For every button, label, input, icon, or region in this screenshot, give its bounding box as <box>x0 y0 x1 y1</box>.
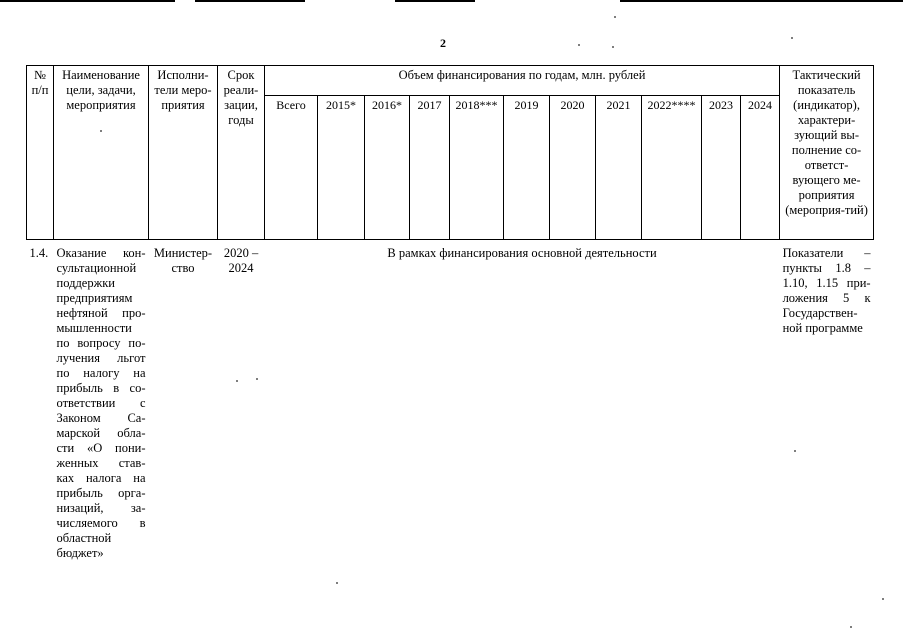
col-header-indicator: Тактический показатель (индикатор), характери-зующий вы-полнение со-ответст-вующего ме-роприятия (мероприя-тий) <box>780 66 874 240</box>
row-name: Оказание кон-сультационной поддержки предприятиям нефтяной про-мышленности по вопросу по-лучения льгот по налогу на прибыль в со-ответствии с Законом Са-марской обла-сти «О пони-женных став-ках налога на прибыль орга-низаций, за-числяемого в областной бюджет» <box>56 246 146 560</box>
scan-speck <box>882 598 884 600</box>
scan-speck <box>256 378 258 380</box>
scan-speck <box>614 16 616 18</box>
col-header-executors: Исполни-тели меро-приятия <box>149 66 218 240</box>
scan-speck <box>100 130 102 132</box>
row-period: 2020 – 2024 <box>223 246 259 275</box>
page-number: 2 <box>440 36 446 50</box>
header-row <box>27 66 874 96</box>
row-funding-note: В рамках финансирования основной деятельности <box>387 246 657 260</box>
year-col-header: 2018*** <box>450 96 504 240</box>
year-col-header: 2022**** <box>642 96 702 240</box>
year-col-header: 2017 <box>410 96 450 240</box>
scan-speck <box>791 37 793 39</box>
year-col-header: 2021 <box>596 96 642 240</box>
year-col-header: 2016* <box>365 96 410 240</box>
year-col-header: 2024 <box>741 96 780 240</box>
col-header-funding: Объем финансирования по годам, млн. рублей <box>265 66 780 96</box>
col-header-period: Срок реали-зации, годы <box>218 66 265 240</box>
scan-speck <box>612 46 614 48</box>
top-border <box>620 0 903 2</box>
row-indicator: Показатели – пункты 1.8 – 1.10, 1.15 при-ложения 5 к Государствен-ной программе <box>782 246 871 335</box>
table-row <box>27 240 874 564</box>
year-col-header: 2023 <box>702 96 741 240</box>
year-col-header: 2020 <box>550 96 596 240</box>
scan-speck <box>336 582 338 584</box>
scan-speck <box>850 626 852 628</box>
row-executor: Министер-ство <box>153 246 213 275</box>
scan-speck <box>578 44 580 46</box>
year-col-header: Всего <box>265 96 318 240</box>
col-header-name: Наименование цели, задачи, мероприятия <box>54 66 149 240</box>
row-num: 1.4. <box>29 246 49 260</box>
top-border <box>395 0 475 2</box>
top-border <box>195 0 305 2</box>
scan-speck <box>794 450 796 452</box>
top-border <box>0 0 175 2</box>
program-table <box>26 65 874 563</box>
col-header-num: № п/п <box>27 66 54 240</box>
year-col-header: 2015* <box>318 96 365 240</box>
scan-speck <box>236 380 238 382</box>
year-col-header: 2019 <box>504 96 550 240</box>
